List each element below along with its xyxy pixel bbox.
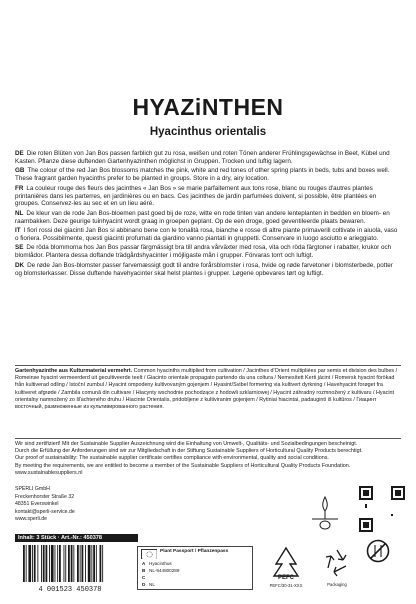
- barcode-bar: [82, 545, 84, 582]
- description-se: [15, 244, 401, 260]
- passport-row-c: C: [142, 575, 146, 580]
- passport-title: Plant Passport / Pflanzenpass: [160, 549, 229, 554]
- cert-line: Our proof of sustainability: The sustainable supplier certificate certifies compliance with environmental, quality and social conditions.: [15, 455, 329, 462]
- barcode-bar: [68, 545, 70, 582]
- barcode-bar: [46, 545, 48, 582]
- description-text: De röda blommorna hos Jan Bos passar färgmässigt bra till andra vårväxter med rosa, vita och röda färgtoner i rabatter, krukor och blomlådor. Plantera dessa doftande trädgårdshyacinter i möjligaste mån i grupper. Förvaras torrt och luftigt.: [15, 244, 392, 260]
- barcode-bar: [102, 545, 103, 582]
- plant-passport: [137, 546, 253, 590]
- barcode-bar: [88, 545, 91, 582]
- description-text: I fiori rossi dei giacinti Jan Bos si abbinano bene con le tonalità rosa, bianche e rosse di altre piante primaverili coltivate in aiuola, vaso o fioriera. Possibilmente, questi giacinti profumati da giardino vanno piantati in gruppetti. Conservare in luogo asciutto e arieggiato.: [15, 227, 398, 243]
- barcode-bar: [55, 545, 56, 582]
- language-code: NL: [15, 209, 24, 217]
- company-address: [15, 486, 75, 524]
- barcode-bar: [96, 545, 97, 582]
- qr-module: [365, 504, 367, 506]
- propagation-translations: Common hyacinths multiplied from cultivation / Jacinthes d'Orient multipliées par semis et division des bulbes / Romeinse hyacint vermeerderd uit gecultiveerde teelt / Giacinto orientale propagato partendo da una coltura / Nemesített Kerti jácint / Romersk hyacint förökad från kultiverad odling / Istoční zumbul / Hyacint ompodeny kultivovaným gojenjem / Hyasint/Svibel formering via kultivert dyrkning / Havehyacint forøget fra kultiveret afgrøde / Zambila comună din cultivare / Hiacynty wschodnie pochodzące z hodowli szklarniowej / Hyacint záhradný rozmnožený z kultivaru / Hyacint orientalny namnožený zo šľachteného druhu / Hiacinte Orientalis, pridobljene z kultiviranim gojenjem / Rytiniai hiacintai, padauginti iš kultūros / Гиацинт восточный, размноженные из культивированного растения.: [15, 368, 398, 411]
- language-code: GB: [15, 167, 25, 175]
- barcode-bar: [93, 545, 95, 582]
- passport-row-a: A Hyacinthus: [142, 561, 172, 566]
- description-it: [15, 227, 401, 243]
- barcode-bar: [65, 545, 66, 582]
- description-text: De røde Jan Bos-blomster passer farvemæssigt godt til andre forårsblomster i rosa, hvide og røde farvetoner i blomsterbede, potter og blomsterkasser. Disse duftende havehyacinter skal helst plantes i grupper. Løgene opbevares tørt og luftigt.: [15, 261, 393, 277]
- propagation-note: [15, 368, 401, 411]
- pefc-logo: [263, 545, 309, 593]
- product-title: HYAZiNTHEN: [132, 94, 284, 120]
- barcode-bar: [80, 545, 81, 582]
- barcode-bar: [28, 545, 31, 582]
- passport-row-d: D NL: [142, 582, 155, 587]
- description-text: De kleur van de rode Jan Bos-bloemen past goed bij de roze, witte en rode tinten van andere lenteplanten in bedden en bloem- en raambakken. Deze geurige tuinhyacint wordt graag in groepen geplant. Op de een droge, goed geventileerde plaats bewaren.: [15, 209, 390, 225]
- barcode-bar: [37, 545, 38, 582]
- cert-link[interactable]: www.sustainablesuppliers.nl: [15, 469, 83, 476]
- qr-module: [365, 506, 367, 508]
- company-name: SPERLI GmbH: [15, 486, 50, 492]
- language-code: DK: [15, 261, 25, 269]
- barcode-bar: [23, 545, 25, 582]
- barcode-bar: [57, 545, 58, 582]
- contents-and-article-number: Inhalt: 3 Stück · Art.-Nr.: 450378: [15, 534, 138, 542]
- barcode-bar: [34, 545, 36, 582]
- recycling-mark: [322, 546, 352, 590]
- description-gb: [15, 167, 401, 183]
- eu-flag-icon: [141, 549, 157, 559]
- language-code: SE: [15, 244, 24, 252]
- language-descriptions: [15, 150, 401, 279]
- barcode-bar: [77, 545, 79, 582]
- pefc-certificate: PEFC/30-31-XXX: [269, 583, 303, 588]
- qr-module: [363, 522, 369, 528]
- cert-line: Durch die Erfüllung der Anforderungen sind wir zur Mitgliedschaft in der Stiftung Sustainable Suppliers of Horticultural Quality Products berechtigt.: [15, 448, 363, 455]
- company-city: 48351 Everswinkel: [15, 501, 59, 508]
- barcode-number: 4 001523 450378: [38, 586, 102, 593]
- barcode-bar: [43, 545, 45, 582]
- barcode-bar: [71, 545, 73, 582]
- divider: [15, 365, 401, 366]
- planting-instruction-icon: [310, 495, 340, 531]
- not-edible-icon: [366, 539, 390, 563]
- description-text: La couleur rouge des fleurs des jacinthes « Jan Bos » se marie parfaitement aux tons rose, blanc ou rouges d'autres plantes printanières dans les parterres, en jardinières ou en bacs. Ces jacinthes de jardin parfumées doivent, si possible, être plantées en groupes. Conservez-les au sec et en un lieu aéré.: [15, 184, 377, 208]
- divider: [15, 438, 401, 439]
- passport-row-b: B NL-944800289: [142, 568, 180, 573]
- cert-line: Wir sind zertifiziert! Mit der Sustainable Supplier Auszeichnung wird die Einhaltung von Umwelt-, Qualitäts- und Sozialbedingungen bescheinigt.: [15, 441, 358, 447]
- barcode-bar: [41, 545, 42, 582]
- cert-line: By meeting the requirements, we are entitled to become a member of the Sustainable Suppliers of Horticultural Quality Products Foundation.: [15, 462, 351, 469]
- barcode-bar: [49, 545, 50, 582]
- company-website[interactable]: www.sperli.de: [15, 516, 48, 523]
- language-code: FR: [15, 184, 24, 192]
- propagation-lead: Gartenhyazinthe aus Kulturmaterial vermehrt.: [15, 368, 133, 374]
- recycle-icon: [322, 546, 352, 580]
- qr-module: [391, 514, 393, 516]
- barcode-bar: [51, 545, 54, 582]
- company-street: Freckenhorster Straße 32: [15, 493, 75, 500]
- barcode-bar: [91, 545, 92, 582]
- recycling-label: Packaging: [327, 582, 347, 587]
- pefc-name: PEFC: [277, 575, 294, 581]
- description-fr: [15, 185, 401, 209]
- barcode-bar: [85, 545, 86, 582]
- description-dk: [15, 262, 401, 278]
- barcode-bar: [73, 545, 74, 582]
- language-code: IT: [15, 227, 21, 235]
- description-text: The colour of the red Jan Bos blossoms matches the pink, white and red tones of other spring plants in beds, tubs and boxes well. These fragrant garden hyacinths prefer to be planted in groups. Store in a dry, airy location.: [15, 167, 390, 183]
- company-email[interactable]: kontakt@sperli-service.de: [15, 508, 75, 515]
- description-text: Die roten Blüten von Jan Bos passen farblich gut zu rosa, weißen und roten Tönen anderer Frühlingsgewächse in Beet, Kübel und Kasten. Pflanze diese duftenden Gartenhyazinthen möglichst in Gruppen. Trocken und luftig lagern.: [15, 150, 390, 165]
- barcode-bar: [64, 545, 65, 582]
- language-code: DE: [15, 150, 24, 157]
- qr-module: [363, 490, 369, 496]
- description-de: [15, 150, 401, 166]
- barcode-bar: [59, 545, 61, 582]
- description-nl: [15, 210, 401, 226]
- barcode-bar: [26, 545, 27, 582]
- barcode-bar: [100, 545, 102, 582]
- botanical-name: Hyacinthus orientalis: [149, 126, 267, 138]
- barcode: [15, 545, 125, 593]
- qr-module: [395, 490, 401, 496]
- certification-note: [15, 441, 401, 477]
- qr-code-icon[interactable]: [359, 486, 405, 532]
- barcode-bar: [32, 545, 33, 582]
